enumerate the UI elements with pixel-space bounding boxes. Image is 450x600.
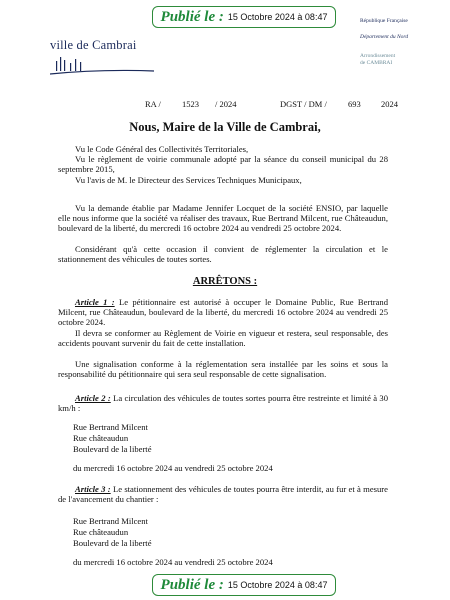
street-item: Rue Bertrand Milcent <box>73 516 148 526</box>
article-2-text: La circulation des véhicules de toutes sortes pourra être restreinte et limité à 30 km/h : <box>58 393 388 414</box>
vu-item: Vu le Code Général des Collectivités Territoriales, <box>75 144 249 154</box>
page-title: Nous, Maire de la Ville de Cambrai, <box>129 120 321 134</box>
period-text: du mercredi 16 octobre 2024 au vendredi 25 octobre 2024 <box>73 463 273 473</box>
period-text: du mercredi 16 octobre 2024 au vendredi 25 octobre 2024 <box>73 557 273 567</box>
logo-name: ville de Cambrai <box>50 38 137 52</box>
article-3 <box>58 484 388 504</box>
arrondissement-label: Arrondissement <box>360 53 396 59</box>
article-2 <box>58 393 388 413</box>
article-1-text: Le pétitionnaire est autorisé à occuper le Domaine Public, Rue Bertrand Milcent, rue Châteaudun, boulevard de la liberté, du mercredi 16 octobre 2024 au vendredi 25 octobre 2024. <box>58 297 388 328</box>
dgst-year: 2024 <box>381 99 398 109</box>
vu-item: Vu l'avis de M. le Directeur des Services Techniques Municipaux, <box>75 175 302 185</box>
stamp-label: Publié le : <box>160 576 224 593</box>
article-1-paragraph: Une signalisation conforme à la réglementation sera installée par les soins et sous la responsabilité du pétitionnaire qui sera seul responsable de cette signalisation. <box>58 359 388 380</box>
vu-demande-paragraph: Vu la demande établie par Madame Jennifer Locquet de la société ENSIO, par laquelle elle nous informe que la société va réaliser des travaux, Rue Bertrand Milcent, rue Châteaudun, boulevard de la liberté, du mercredi 16 octobre 2024 au vendredi 25 octobre 2024. <box>58 203 388 234</box>
vu-item: Vu le règlement de voirie communale adopté par la séance du conseil municipal du 28 septembre 2015, <box>58 154 388 175</box>
department-label: Département du Nord <box>360 34 409 40</box>
ra-number: 1523 <box>182 99 199 109</box>
logo-skyline-icon <box>50 55 155 77</box>
street-item: Rue châteaudun <box>73 527 129 537</box>
considerant-paragraph: Considérant qu'à cette occasion il convient de réglementer la circulation et le stationnement des véhicules de toutes sortes. <box>58 244 388 265</box>
street-item: Boulevard de la liberté <box>73 444 152 454</box>
stamp-date: 15 Octobre 2024 à 08:47 <box>227 580 328 590</box>
ra-year: / 2024 <box>215 99 237 109</box>
article-3-text: Le stationnement des véhicules de toutes pourra être interdit, au fur et à mesure de l'avancement du chantier : <box>58 484 388 505</box>
article-2-heading: Article 2 : <box>75 393 111 403</box>
ra-label: RA / <box>145 99 161 109</box>
street-item: Rue Bertrand Milcent <box>73 422 148 432</box>
dgst-label: DGST / DM / <box>280 99 327 109</box>
dgst-number: 693 <box>348 99 361 109</box>
street-item: Rue châteaudun <box>73 433 129 443</box>
article-1 <box>58 297 388 328</box>
stamp-date: 15 Octobre 2024 à 08:47 <box>227 12 328 22</box>
stamp-label: Publié le : <box>160 8 224 25</box>
article-1-heading: Article 1 : <box>75 297 115 307</box>
article-1-paragraph: Il devra se conformer au Règlement de Voirie en vigueur et restera, seul responsable, des accidents pouvant survenir du fait de cette installation. <box>58 328 388 349</box>
publication-stamp-top <box>152 6 336 28</box>
city-logo <box>50 38 155 76</box>
street-item: Boulevard de la liberté <box>73 538 152 548</box>
republic-label: République Française <box>360 18 408 24</box>
article-3-heading: Article 3 : <box>75 484 111 494</box>
publication-stamp-bottom <box>152 574 336 596</box>
arrondissement-name: de CAMBRAI <box>360 60 393 66</box>
arretons-heading: ARRÊTONS : <box>192 276 258 287</box>
